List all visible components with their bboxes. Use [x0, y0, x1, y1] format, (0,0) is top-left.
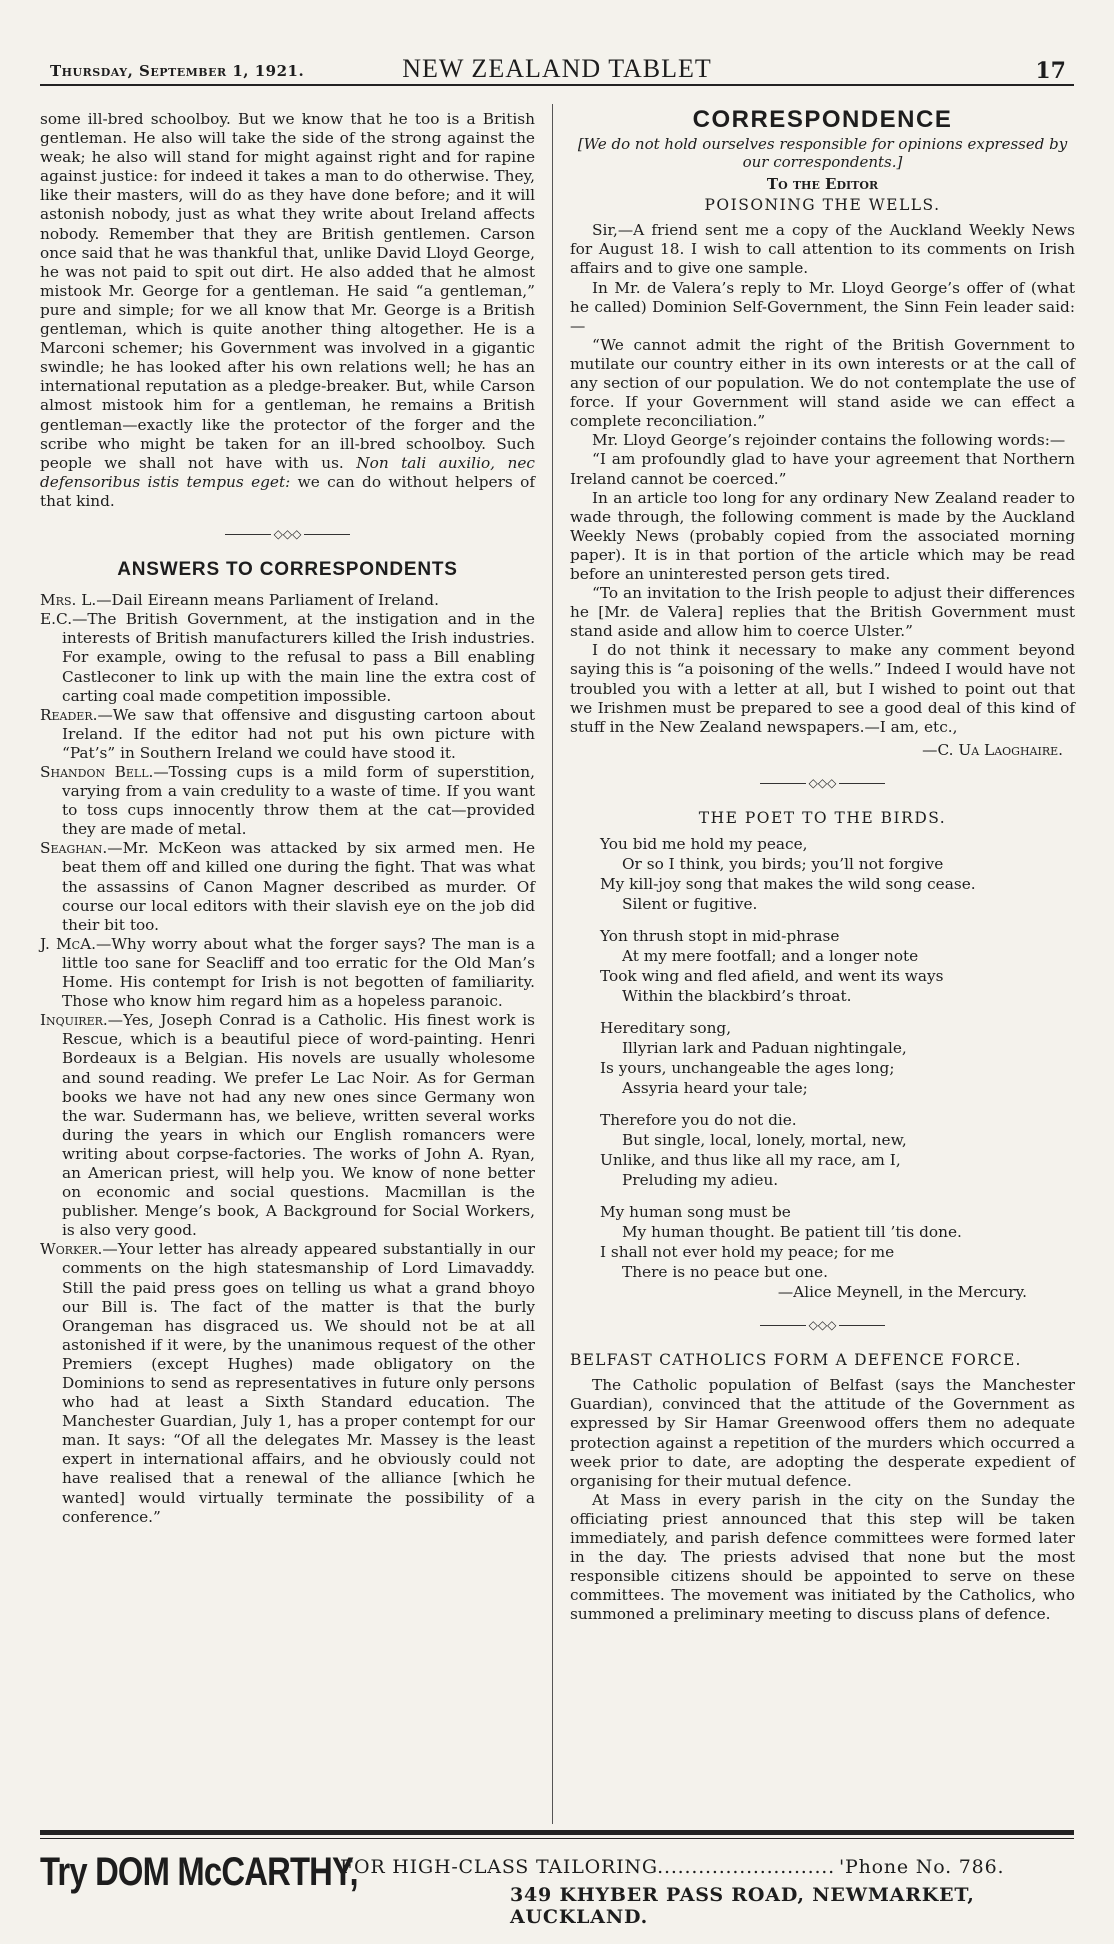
ad-tagline: FOR HIGH-CLASS TAILORING.......................... 'Phone No. 786.: [340, 1856, 1005, 1878]
ornament-divider: ◇◇◇: [570, 774, 1075, 793]
letter-paragraph: I do not think it necessary to make any comment beyond saying this is “a poisoning of the wells.” Indeed I would have not troubled you with a letter at all, but I wished to point out that we Irishmen must be prepared to see a good deal of this kind of stuff in the New Zealand newspapers.—I am, etc.,: [570, 641, 1075, 736]
answer-recipient: J. McA.: [40, 934, 97, 953]
letter-paragraph: In an article too long for any ordinary New Zealand reader to wade through, the following comment is made by the Auckland Weekly News (probably copied from the associated morning paper). It is in that portion of the article which may be read before an uninterested person gets tired.: [570, 488, 1075, 583]
header-rule: [40, 84, 1074, 86]
answer-recipient: Shandon Bell.: [40, 763, 154, 781]
ornament-divider: ◇◇◇: [570, 1316, 1075, 1335]
answer-recipient: Reader.: [40, 705, 98, 724]
latin-quote: Non tali auxilio, nec defensoribus istis tempus eget:: [40, 453, 535, 491]
letter-signature: —C. Ua Laoghaire.: [922, 740, 1063, 759]
poem-stanza: Yon thrush stopt in mid-phrase At my mere footfall; and a longer note Took wing and fled afield, and went its ways Within the blackbird’s throat.: [600, 927, 944, 1006]
letter-paragraph: “I am profoundly glad to have your agreement that Northern Ireland cannot be coerced.”: [570, 450, 1075, 488]
poem-signature: —Alice Meynell, in the Mercury.: [777, 1283, 1027, 1302]
answer-item: E.C.—The British Government, at the instigation and in the interests of British manufacturers killed the Irish industries. For example, owing to the refusal to pass a Bill enabling Castleconer to link up with the main line the extra cost of carting coal made competition impossible.: [40, 610, 535, 705]
answer-recipient: Inquirer.: [40, 1011, 108, 1030]
letter-paragraph: Mr. Lloyd George’s rejoinder contains the following words:—: [592, 431, 1066, 450]
poem: [600, 834, 1075, 1302]
correspondence-heading: CORRESPONDENCE: [692, 106, 953, 133]
tailor-advertisement: [40, 1850, 1074, 1928]
ad-phone: 'Phone No. 786.: [838, 1856, 1005, 1878]
right-column: [570, 106, 1075, 1625]
issue-date: Thursday, September 1, 1921.: [50, 62, 305, 80]
answers-list: [40, 591, 535, 1527]
footer-thick-rule: [40, 1830, 1074, 1835]
to-the-editor: To the Editor: [766, 175, 879, 194]
page-number: 17: [1035, 58, 1066, 84]
letter-body: [570, 221, 1075, 737]
answer-recipient: Seaghan.: [40, 839, 108, 858]
answer-recipient: Mrs. L.: [40, 591, 97, 610]
answer-item: J. McA.—Why worry about what the forger says? The man is a little too sane for Seacliff and too erratic for the Old Man’s Home. His contempt for Irish is not begotten of familiarity. Those who know him regard him as a hopeless paranoic.: [40, 934, 535, 1011]
answer-recipient: E.C.: [40, 610, 73, 629]
answers-heading: ANSWERS TO CORRESPONDENTS: [117, 559, 458, 581]
letter-paragraph: Sir,—A friend sent me a copy of the Auckland Weekly News for August 18. I wish to call attention to its comments on Irish affairs and to give one sample.: [570, 221, 1075, 278]
belfast-paragraph: At Mass in every parish in the city on the Sunday the officiating priest announced that this step will be taken immediately, and parish defence committees were formed later in the day. The priests advised that none but the most responsible citizens should be appointed to serve on these committees. The movement was initiated by the Catholics, who summoned a preliminary meeting to discuss plans of defence.: [570, 1490, 1075, 1624]
poem-title: THE POET TO THE BIRDS.: [698, 809, 947, 827]
newspaper-title: NEW ZEALAND TABLET: [402, 54, 712, 83]
answer-item: Reader.—We saw that offensive and disgusting cartoon about Ireland. If the editor had not put his own picture with “Pat’s” in Southern Ireland we could have stood it.: [40, 705, 535, 762]
poem-stanza: You bid me hold my peace, Or so I think, you birds; you’ll not forgive My kill-joy song that makes the wild song cease. Silent or fugitive.: [600, 835, 976, 914]
ad-address: 349 KHYBER PASS ROAD, NEWMARKET, AUCKLAND.: [510, 1884, 975, 1928]
ad-brand-name: Try DOM McCARTHY,: [40, 1850, 358, 1894]
answer-item: Inquirer.—Yes, Joseph Conrad is a Catholic. His finest work is Rescue, which is a beautiful piece of word-painting. Henri Bordeaux is a Belgian. His novels are usually wholesome and sound reading. We prefer Le Lac Noir. As for German books we have not had any new ones since Germany won the war. Sudermann has, we believe, written several works during the years in which our English romancers were writing about corpse-factories. The works of John A. Ryan, an American priest, will help you. We know of none better on economic and social questions. Macmillan is the publisher. Menge’s book, A Background for Social Workers, is also very good.: [40, 1011, 535, 1240]
answer-item: Seaghan.—Mr. McKeon was attacked by six armed men. He beat them off and killed one during the fight. That was what the assassins of Canon Magner described as murder. Of course our local editors with their slavish eye on the job did their bit too.: [40, 839, 535, 934]
column-divider: [552, 104, 553, 1824]
masthead: [38, 50, 1076, 86]
letter-title: POISONING THE WELLS.: [704, 196, 941, 215]
editorial-disclaimer: [We do not hold ourselves responsible for opinions expressed by our correspondents.]: [577, 135, 1068, 172]
poem-stanza: My human song must be My human thought. Be patient till ’tis done. I shall not ever hold my peace; for me There is no peace but one.: [600, 1203, 962, 1282]
letter-paragraph: “To an invitation to the Irish people to adjust their differences he [Mr. de Valera] replies that the British Government must stand aside and allow him to coerce Ulster.”: [570, 584, 1075, 641]
footer-thin-rule: [40, 1838, 1074, 1839]
answer-item: Shandon Bell.—Tossing cups is a mild form of superstition, varying from a vain credulity to a waste of time. If you want to toss cups innocently throw them at the cat—provided they are made of metal.: [40, 763, 535, 839]
article-continuation: some ill-bred schoolboy. But we know that he too is a British gentleman. He also will take the side of the strong against the weak; he also will stand for might against right and for rapine against justice: for indeed it takes a man to do otherwise. They, like their masters, will do as they have done before; and it will astonish nobody, just as what they write about Ireland affects nobody. Remember that they are British gentlemen. Carson once said that he was thankful that, unlike David Lloyd George, he was not paid to spit out dirt. He also added that he almost mistook Mr. George for a gentleman. He said “a gentleman,” pure and simple; for we all know that Mr. George is a British gentleman, which is quite another thing altogether. He is a Marconi schemer; his Government was involved in a gigantic swindle; he has looked after his own relations well; he has an international reputation as a pledge-breaker. But, while Carson almost mistook him for a gentleman, he remains a British gentleman—exactly like the protector of the forger and the scribe who might be taken for an ill-bred schoolboy. Such people we shall not have with us. Non tali auxilio, nec defensoribus istis tempus eget: we can do without helpers of that kind.: [40, 110, 535, 510]
belfast-paragraph: The Catholic population of Belfast (says the Manchester Guardian), convinced that the attitude of the Government as expressed by Sir Hamar Greenwood offers them no adequate protection against a repetition of the murders which occurred a week prior to date, are adopting the desperate expedient of organising for their mutual defence.: [570, 1376, 1075, 1490]
belfast-article-title: BELFAST CATHOLICS FORM A DEFENCE FORCE.: [570, 1351, 1022, 1370]
answer-item: Worker.—Your letter has already appeared substantially in our comments on the high statesmanship of Lord Limavaddy. Still the paid press goes on telling us what a grand bhoyo our Bill is. The fact of the matter is that the burly Orangeman has disgraced us. We should not be at all astonished if it were, by the unanimous request of the other Premiers (except Hughes) made obligatory on the Dominions to send as representatives in future only persons who had at least a Sixth Standard education. The Manchester Guardian, July 1, has a proper contempt for our man. It says: “Of all the delegates Mr. Massey is the least expert in international affairs, and he obviously could not have realised that a renewal of the alliance [which he wanted] would virtually terminate the possibility of a conference.”: [40, 1240, 535, 1526]
letter-paragraph: “We cannot admit the right of the British Government to mutilate our country either in its own interests or at the call of any section of our population. We do not contemplate the use of force. If your Government will stand aside we can effect a complete reconciliation.”: [570, 335, 1075, 431]
answer-recipient: Worker.: [40, 1240, 103, 1259]
poem-stanza: Hereditary song, Illyrian lark and Paduan nightingale, Is yours, unchangeable the ages long; Assyria heard your tale;: [600, 1019, 907, 1098]
left-column: [40, 110, 535, 1527]
poem-stanza: Therefore you do not die. But single, local, lonely, mortal, new, Unlike, and thus like all my race, am I, Preluding my adieu.: [600, 1111, 907, 1190]
letter-paragraph: In Mr. de Valera’s reply to Mr. Lloyd George’s offer of (what he called) Dominion Self-Government, the Sinn Fein leader said:—: [570, 278, 1075, 335]
answer-item: Mrs. L.—Dail Eireann means Parliament of Ireland.: [40, 591, 439, 610]
ornament-divider: ◇◇◇: [40, 525, 535, 544]
